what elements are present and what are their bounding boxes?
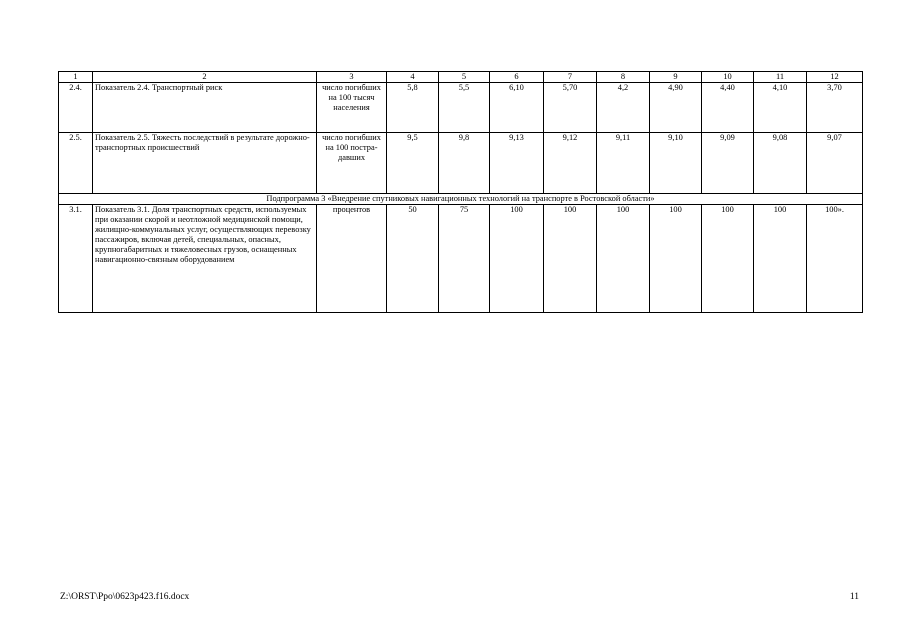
indicator-name: Показатель 3.1. Доля транспортных средств, используемых при оказании скорой и неотложной медицинской помощи, жилищно-коммунальных услуг, осуществляющих перевозку пассажиров, включая детей, специальных, опасных, крупногабаритных и тяжеловесных грузов, оснащенных навигационно-связным оборудованием [93,205,317,313]
value-cell: 9,13 [490,133,544,194]
value-cell: 100 [597,205,650,313]
table-row [59,205,863,313]
row-number: 2.4. [59,83,93,133]
header-cell: 6 [490,72,544,83]
value-cell: 5,8 [387,83,439,133]
footer-file-path: Z:\ORST\Ppo\0623p423.f16.docx [60,592,190,602]
value-cell: 75 [439,205,490,313]
value-cell: 100». [807,205,863,313]
header-cell: 9 [650,72,702,83]
footer-page-number: 11 [849,592,859,602]
value-cell: 9,09 [702,133,754,194]
unit-cell: число погибших на 100 тысяч населения [317,83,387,133]
header-cell: 5 [439,72,490,83]
unit-cell: процентов [317,205,387,313]
value-cell: 100 [754,205,807,313]
header-cell: 4 [387,72,439,83]
value-cell: 9,08 [754,133,807,194]
value-cell: 6,10 [490,83,544,133]
value-cell: 9,8 [439,133,490,194]
header-cell: 8 [597,72,650,83]
value-cell: 9,07 [807,133,863,194]
header-cell: 3 [317,72,387,83]
value-cell: 3,70 [807,83,863,133]
value-cell: 9,5 [387,133,439,194]
value-cell: 5,70 [544,83,597,133]
indicator-name: Показатель 2.4. Транспортный риск [93,83,317,133]
value-cell: 100 [650,205,702,313]
unit-cell: число погибших на 100 постра-давших [317,133,387,194]
table-row [59,83,863,133]
value-cell: 50 [387,205,439,313]
subprogram-title: Подпрограмма 3 «Внедрение спутниковых навигационных технологий на транспорте в Ростовской области» [59,194,863,205]
value-cell: 100 [490,205,544,313]
value-cell: 100 [702,205,754,313]
value-cell: 9,11 [597,133,650,194]
header-cell: 2 [93,72,317,83]
row-number: 3.1. [59,205,93,313]
header-row [59,72,863,83]
table-row [59,133,863,194]
value-cell: 4,10 [754,83,807,133]
header-cell: 1 [59,72,93,83]
value-cell: 9,10 [650,133,702,194]
value-cell: 5,5 [439,83,490,133]
value-cell: 4,2 [597,83,650,133]
indicators-table [58,71,863,313]
subprogram-row [59,194,863,205]
row-number: 2.5. [59,133,93,194]
value-cell: 9,12 [544,133,597,194]
header-cell: 12 [807,72,863,83]
value-cell: 100 [544,205,597,313]
indicator-name: Показатель 2.5. Тяжесть последствий в результате дорожно-транспортных происшествий [93,133,317,194]
value-cell: 4,90 [650,83,702,133]
value-cell: 4,40 [702,83,754,133]
header-cell: 11 [754,72,807,83]
header-cell: 10 [702,72,754,83]
header-cell: 7 [544,72,597,83]
